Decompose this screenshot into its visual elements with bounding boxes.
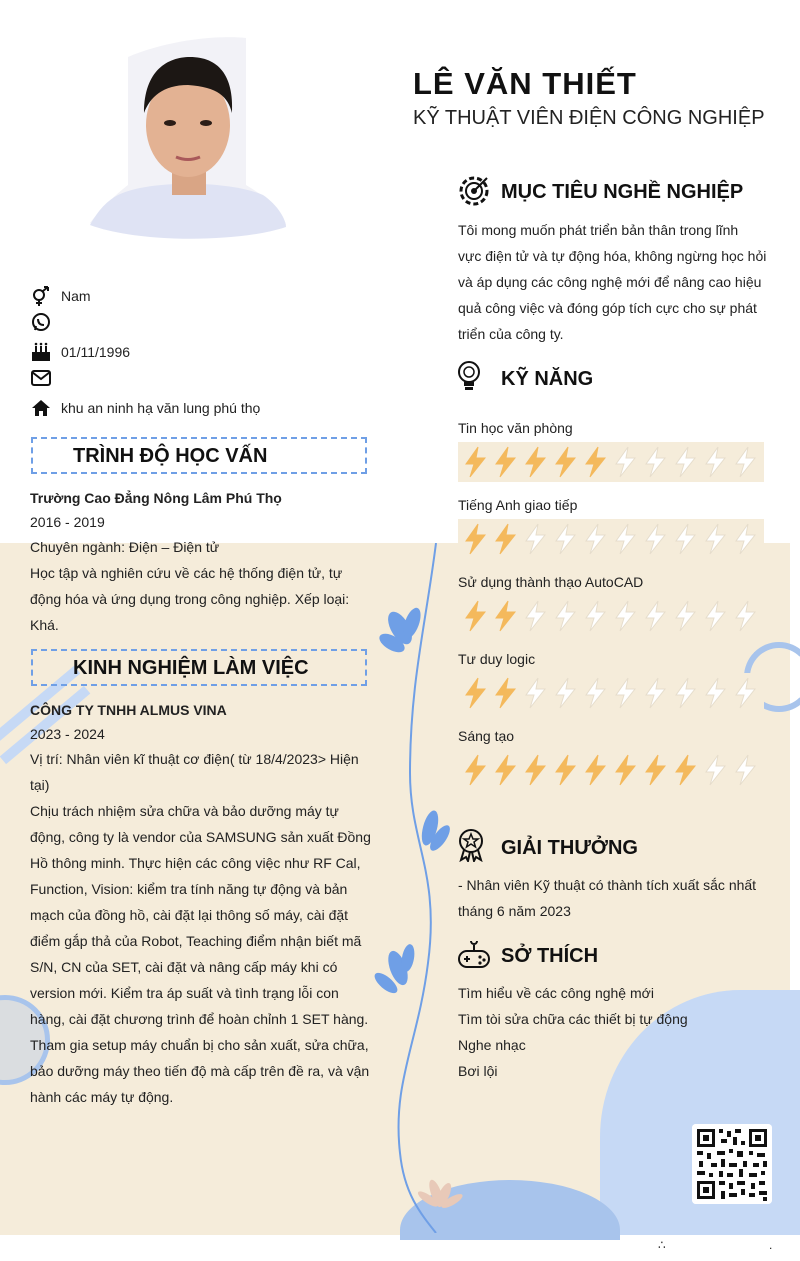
education-major: Chuyên ngành: Điện – Điện tử (30, 539, 220, 555)
bolt-filled-icon (550, 753, 580, 787)
objective-line: và áp dụng các công nghệ mới để nâng cao hiệu (458, 274, 762, 290)
bolt-empty-icon (550, 522, 580, 556)
bolt-filled-icon (460, 445, 490, 479)
gender-value: Nam (61, 288, 91, 304)
experience-desc-line: mạch của đồng hồ, cài đặt lại thông số máy, cài đặt (30, 907, 349, 923)
bolt-empty-icon (730, 676, 760, 710)
bolt-filled-icon (490, 753, 520, 787)
hobby-item: Bơi lội (458, 1063, 498, 1079)
hobby-item: Tìm tòi sửa chữa các thiết bị tự động (458, 1011, 688, 1027)
bolt-empty-icon (580, 522, 610, 556)
candidate-name: LÊ VĂN THIẾT (413, 66, 637, 101)
bolt-empty-icon (670, 445, 700, 479)
experience-desc-line: version mới. Kiểm tra áp suất và tình trạng lỗi con (30, 985, 339, 1001)
bolt-filled-icon (610, 753, 640, 787)
experience-desc-line: Chịu trách nhiệm sửa chữa và bảo dưỡng máy tự (30, 803, 339, 819)
bolt-empty-icon (670, 676, 700, 710)
bolt-filled-icon (580, 753, 610, 787)
bolt-empty-icon (700, 522, 730, 556)
envelope-icon (30, 367, 52, 389)
bolt-empty-icon (550, 599, 580, 633)
lightbulb-icon (457, 360, 491, 394)
experience-desc-line: bảo dưỡng máy theo tiến độ mà cấp trên đề ra, và vận (30, 1063, 370, 1079)
experience-desc-line: Hồ thông minh. Thực hiện các công việc như RF Cal, (30, 855, 361, 871)
skill-rating (458, 596, 764, 636)
bolt-filled-icon (460, 753, 490, 787)
education-years: 2016 - 2019 (30, 514, 105, 530)
bolt-empty-icon (520, 522, 550, 556)
birthday-cake-icon (30, 341, 52, 363)
bolt-filled-icon (460, 599, 490, 633)
bolt-empty-icon (550, 676, 580, 710)
contact-gender (30, 284, 390, 308)
bolt-empty-icon (640, 445, 670, 479)
hobby-item: Tìm hiểu về các công nghệ mới (458, 985, 654, 1001)
education-desc-line: động hóa và ứng dụng trong công nghiệp. Xếp loại: (30, 591, 350, 607)
skill-rating (458, 750, 764, 790)
objective-line: Tôi mong muốn phát triển bản thân trong lĩnh (458, 222, 739, 238)
skill-label: Sáng tạo (458, 728, 515, 744)
profile-photo (88, 35, 288, 242)
bolt-filled-icon (490, 522, 520, 556)
decor-dots: ∴ (658, 1238, 666, 1252)
skill-label: Tin học văn phòng (458, 420, 573, 436)
hobbies-heading: SỞ THÍCH (501, 945, 599, 967)
bolt-filled-icon (460, 676, 490, 710)
gamepad-icon (457, 937, 491, 971)
qr-code (692, 1124, 772, 1204)
education-desc-line: Khá. (30, 617, 59, 633)
contact-birthday (30, 340, 390, 364)
bolt-empty-icon (670, 522, 700, 556)
objective-line: vực điện tử và tự động hóa, không ngừng học hỏi (458, 248, 767, 264)
skill-rating (458, 442, 764, 482)
bolt-empty-icon (700, 445, 730, 479)
bolt-filled-icon (520, 445, 550, 479)
hobby-item: Nghe nhạc (458, 1037, 526, 1053)
bolt-empty-icon (640, 599, 670, 633)
bolt-filled-icon (580, 445, 610, 479)
bolt-empty-icon (610, 599, 640, 633)
bolt-empty-icon (580, 676, 610, 710)
bolt-empty-icon (700, 753, 730, 787)
experience-position-line: Vị trí: Nhân viên kĩ thuật cơ điện( từ 18/4/2023> Hiện (30, 751, 359, 767)
address-value: khu an ninh hạ văn lung phú thọ (61, 400, 261, 416)
award-line: - Nhân viên Kỹ thuật có thành tích xuất sắc nhất (458, 877, 757, 893)
experience-desc-line: hành các máy tự động. (30, 1089, 174, 1105)
bolt-filled-icon (490, 445, 520, 479)
award-line: tháng 6 năm 2023 (458, 903, 571, 919)
experience-position-line: tại) (30, 777, 50, 793)
bolt-empty-icon (610, 445, 640, 479)
bolt-empty-icon (610, 676, 640, 710)
skills-heading: KỸ NĂNG (501, 368, 594, 390)
experience-heading: KINH NGHIỆM LÀM VIỆC (31, 649, 367, 686)
bolt-empty-icon (700, 676, 730, 710)
bolt-empty-icon (730, 599, 760, 633)
experience-company: CÔNG TY TNHH ALMUS VINA (30, 702, 227, 718)
contact-phone (30, 310, 390, 334)
bolt-filled-icon (550, 445, 580, 479)
gender-icon (30, 285, 52, 307)
bolt-empty-icon (730, 445, 760, 479)
medal-icon (457, 828, 491, 862)
bolt-empty-icon (580, 599, 610, 633)
candidate-title: KỸ THUẬT VIÊN ĐIỆN CÔNG NGHIỆP (413, 107, 765, 129)
bolt-filled-icon (640, 753, 670, 787)
bolt-filled-icon (670, 753, 700, 787)
bolt-filled-icon (490, 599, 520, 633)
bolt-empty-icon (670, 599, 700, 633)
bolt-empty-icon (520, 676, 550, 710)
target-gear-icon (457, 174, 491, 208)
vine-decoration (370, 543, 470, 1233)
experience-years: 2023 - 2024 (30, 726, 105, 742)
objective-heading: MỤC TIÊU NGHỀ NGHIỆP (501, 181, 744, 203)
skill-label: Tiếng Anh giao tiếp (458, 497, 578, 513)
bolt-empty-icon (730, 753, 760, 787)
experience-desc-line: S/N, CN của SET, cài đặt và nâng cấp máy khi có (30, 959, 338, 975)
skill-label: Sử dụng thành thạo AutoCAD (458, 574, 644, 590)
bolt-filled-icon (490, 676, 520, 710)
objective-line: triển của công ty. (458, 326, 564, 342)
bolt-filled-icon (520, 753, 550, 787)
education-desc-line: Học tập và nghiên cứu về các hệ thống điện tử, tự (30, 565, 343, 581)
skill-rating (458, 673, 764, 713)
education-heading: TRÌNH ĐỘ HỌC VẤN (31, 437, 367, 474)
experience-desc-line: Tham gia setup máy chuẩn bị cho sản xuất, sửa chữa, (30, 1037, 369, 1053)
bolt-empty-icon (640, 522, 670, 556)
education-school: Trường Cao Đẳng Nông Lâm Phú Thọ (30, 490, 282, 506)
contact-address (30, 396, 390, 420)
birthday-value: 01/11/1996 (61, 344, 131, 360)
decor-dot: . (769, 1238, 773, 1252)
bolt-empty-icon (730, 522, 760, 556)
experience-desc-line: hàng, cài đặt chương trình để hoàn chỉnh 1 SET hàng. (30, 1011, 369, 1027)
bolt-empty-icon (610, 522, 640, 556)
home-icon (30, 397, 52, 419)
bolt-empty-icon (520, 599, 550, 633)
bolt-filled-icon (460, 522, 490, 556)
bolt-empty-icon (640, 676, 670, 710)
whatsapp-icon (30, 311, 52, 333)
experience-desc-line: Function, Vision: kiểm tra tính năng tự động và bản (30, 881, 348, 897)
objective-line: quả công việc và đóng góp tích cực cho sự phát (458, 300, 757, 316)
experience-desc-line: động, công ty là vendor của SAMSUNG sản xuất Đồng (30, 829, 371, 845)
experience-desc-line: điểm gắp thả của Robot, Teaching điểm nhận biết mã (30, 933, 362, 949)
contact-email (30, 366, 390, 390)
awards-heading: GIẢI THƯỞNG (501, 837, 638, 859)
skill-rating (458, 519, 764, 559)
skill-label: Tư duy logic (458, 651, 536, 667)
bolt-empty-icon (700, 599, 730, 633)
